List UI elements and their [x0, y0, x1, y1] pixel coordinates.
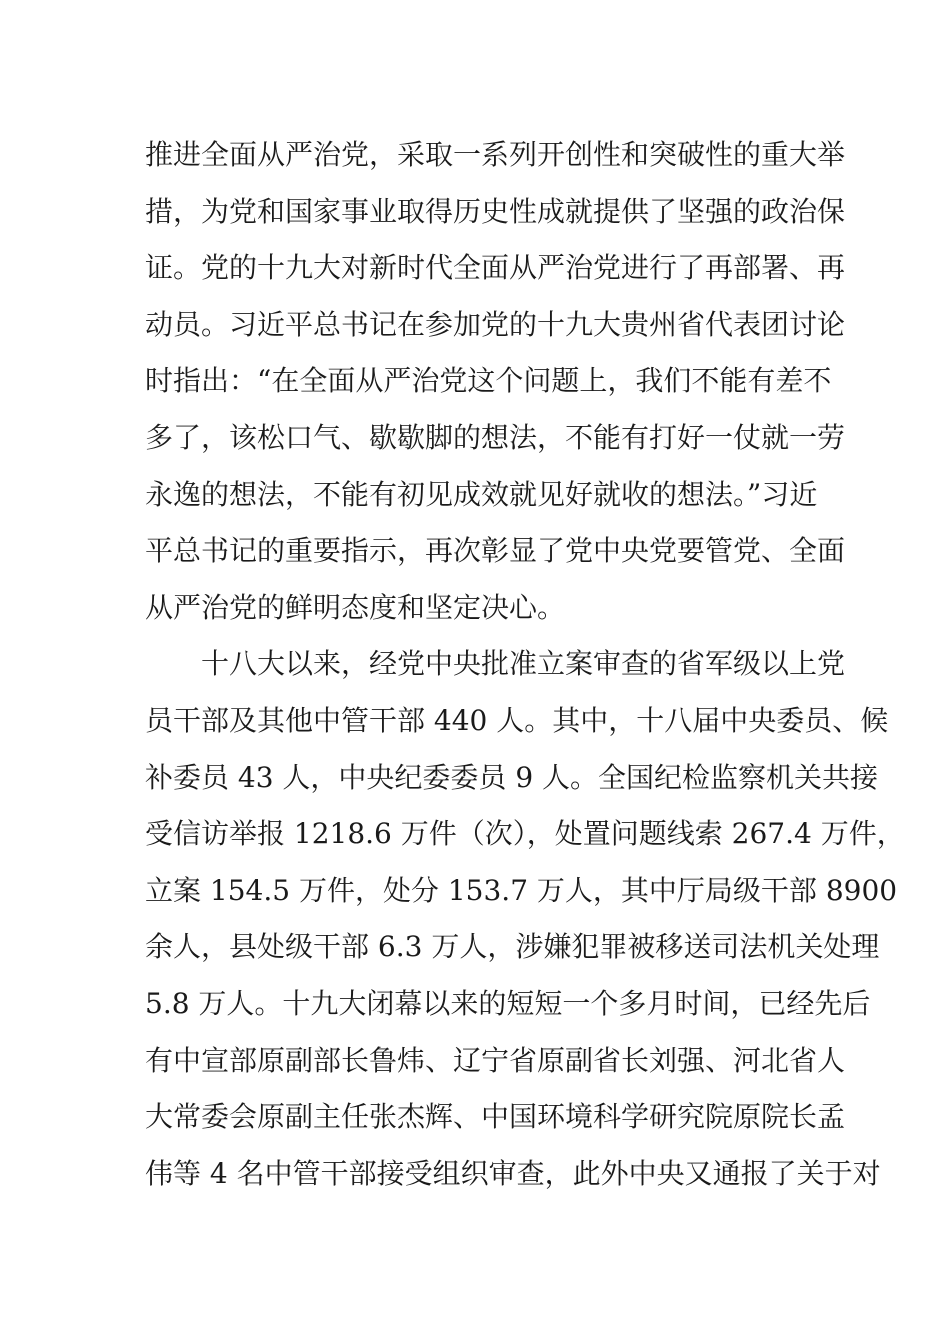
body-text [145, 133, 905, 1208]
text-line: 措，为党和国家事业取得历史性成就提供了坚强的政治保 [145, 194, 846, 228]
text-line: 受信访举报 1218.6 万件（次），处置问题线索 267.4 万件， [145, 817, 905, 851]
text-line: 大常委会原副主任张杰辉、中国环境科学研究院原院长孟 [145, 1100, 846, 1134]
text-line: 时指出：“在全面从严治党这个问题上，我们不能有差不 [145, 364, 832, 398]
text-line: 立案 154.5 万件，处分 153.7 万人，其中厅局级干部 8900 [145, 873, 898, 907]
text-line: 动员。习近平总书记在参加党的十九大贵州省代表团讨论 [145, 307, 846, 341]
text-line: 伟等 4 名中管干部接受组织审查，此外中央又通报了关于对 [145, 1156, 881, 1190]
text-line: 推进全面从严治党，采取一系列开创性和突破性的重大举 [145, 138, 846, 171]
text-line: 员干部及其他中管干部 440 人。其中，十八届中央委员、候 [145, 703, 889, 737]
text-line: 证。党的十九大对新时代全面从严治党进行了再部署、再 [145, 251, 846, 285]
text-line: 补委员 43 人，中央纪委委员 9 人。全国纪检监察机关共接 [145, 760, 879, 794]
text-line: 平总书记的重要指示，再次彰显了党中央党要管党、全面 [145, 534, 846, 568]
text-line: 十八大以来，经党中央批准立案审查的省军级以上党 [201, 647, 846, 681]
text-line: 有中宣部原副部长鲁炜、辽宁省原副省长刘强、河北省人 [145, 1043, 846, 1077]
text-line: 余人，县处级干部 6.3 万人，涉嫌犯罪被移送司法机关处理 [145, 930, 880, 964]
paragraph-1 [145, 133, 846, 642]
text-line: 多了，该松口气、歇歇脚的想法，不能有打好一仗就一劳 [145, 420, 846, 454]
paragraph-2 [145, 642, 905, 1208]
text-line: 从严治党的鲜明态度和坚定决心。 [145, 590, 566, 624]
text-line: 5.8 万人。十九大闭幕以来的短短一个多月时间，已经先后 [145, 986, 871, 1020]
text-line: 永逸的想法，不能有初见成效就见好就收的想法。”习近 [145, 477, 818, 511]
